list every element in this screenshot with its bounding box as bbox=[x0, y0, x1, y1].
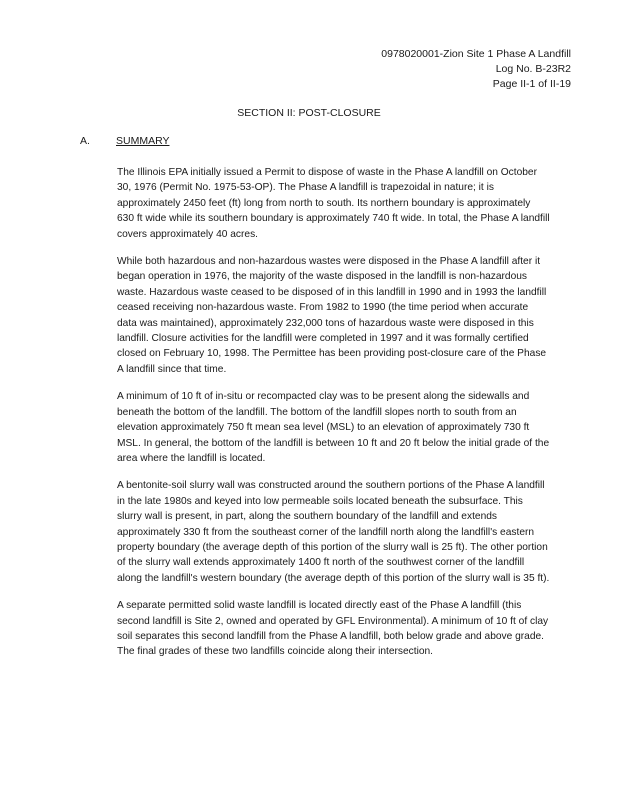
page-header bbox=[381, 47, 571, 92]
log-number: Log No. B-23R2 bbox=[495, 63, 571, 75]
paragraph-permit-overview: The Illinois EPA initially issued a Permit to dispose of waste in the Phase A landfill on October 30, 1976 (Permit No. 1975-53-OP). The Phase A landfill is trapezoidal in nature; it is approximately 2450 feet (ft) long from north to south. Its northern boundary is approximately 630 ft wide while its southern boundary is approximately 740 ft wide. In total, the Phase A landfill covers approximately 40 acres. bbox=[117, 167, 550, 240]
subsection-letter: A. bbox=[80, 135, 90, 147]
paragraph-clay-liner: A minimum of 10 ft of in-situ or recompacted clay was to be present along the sidewalls and beneath the bottom of the landfill. The bottom of the landfill slopes north to south from an elevation approximately 750 ft mean sea level (MSL) to an elevation of approximately 730 ft MSL. In general, the bottom of the landfill is between 10 ft and 20 ft below the initial grade of the area where the landfill is located. bbox=[117, 391, 550, 464]
summary-body bbox=[117, 165, 550, 672]
page-number: Page II-1 of II-19 bbox=[492, 78, 571, 90]
paragraph-slurry-wall: A bentonite-soil slurry wall was constructed around the southern portions of the Phase A landfill in the late 1980s and keyed into low permeable soils located beneath the subsurface. This slurry wall is present, in part, along the southern boundary of the landfill and extends approximately 330 ft from the southeast corner of the landfill north along the landfill's eastern property boundary (the average depth of this portion of the slurry wall is 25 ft). The other portion of the slurry wall extends approximately 1400 ft north of the southwest corner of the landfill along the landfill's western boundary (the average depth of this portion of the slurry wall is 35 ft). bbox=[117, 480, 550, 584]
section-title: SECTION II: POST-CLOSURE bbox=[237, 107, 381, 119]
permit-site-id: 0978020001-Zion Site 1 Phase A Landfill bbox=[381, 48, 571, 60]
paragraph-waste-history: While both hazardous and non-hazardous wastes were disposed in the Phase A landfill after it began operation in 1976, the majority of the waste disposed in the landfill is non-hazardous waste. Hazardous waste ceased to be disposed of in this landfill in 1990 and in 1993 the landfill ceased receiving non-hazardous waste. From 1982 to 1990 (the time period when accurate data was maintained), approximately 232,000 tons of hazardous waste were disposed in this landfill. Closure activities for the landfill were completed in 1997 and it was formally certified closed on February 10, 1998. The Permittee has been providing post-closure care of the Phase A landfill since that time. bbox=[117, 256, 547, 375]
subsection-title: SUMMARY bbox=[116, 135, 170, 147]
paragraph-adjacent-landfill: A separate permitted solid waste landfill is located directly east of the Phase A landfill (this second landfill is Site 2, owned and operated by GFL Environmental). A minimum of 10 ft of clay soil separates this second landfill from the Phase A landfill, both below grade and above grade. The final grades of these two landfills coincide along their intersection. bbox=[117, 600, 549, 658]
